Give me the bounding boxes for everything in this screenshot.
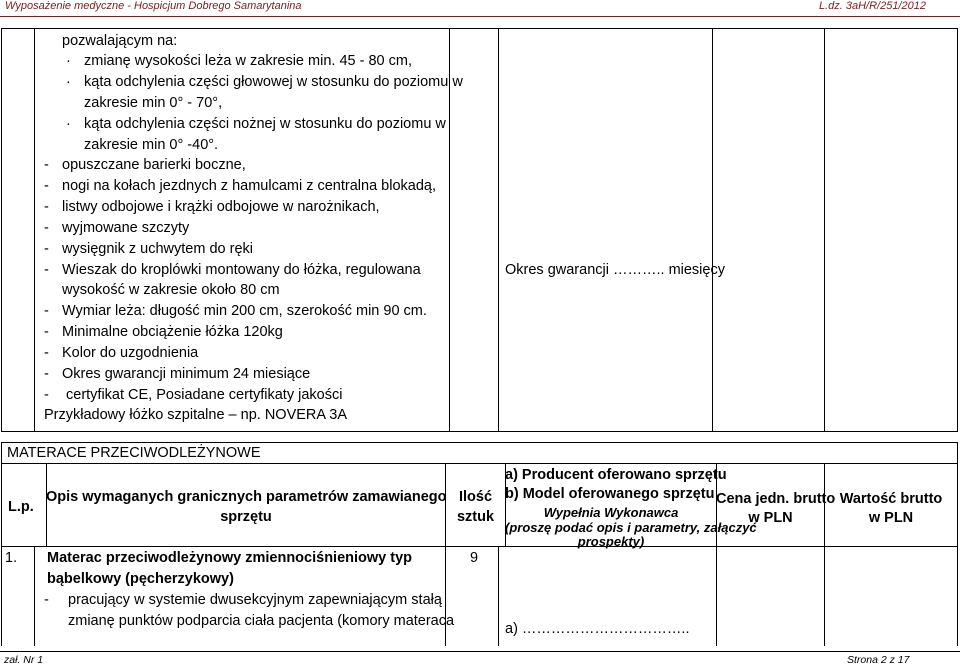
- upper-price-cell: [712, 28, 825, 432]
- header-opis: Opis wymaganych granicznych parametrów zamawianego: [46, 489, 447, 505]
- dash-icon: -: [44, 199, 49, 215]
- upper-value-cell: [824, 28, 958, 432]
- dash-icon: -: [44, 157, 49, 173]
- desc-line: zmianę wysokości leża w zakresie min. 45 - 80 cm,: [84, 53, 412, 69]
- header-wartosc: Wartość brutto: [839, 491, 943, 507]
- desc-line: opuszczane barierki boczne,: [62, 157, 246, 173]
- header-ilosc: sztuk: [456, 509, 495, 525]
- row1-cena-cell: [716, 546, 825, 646]
- header-model: b) Model oferowanego sprzętu: [505, 486, 715, 502]
- dash-icon: -: [44, 303, 49, 319]
- header-lp: L.p.: [8, 499, 34, 515]
- header-reference: L.dz. 3aH/R/251/2012: [818, 0, 926, 12]
- dash-icon: -: [44, 178, 49, 194]
- footer-attachment: zał. Nr 1: [4, 654, 44, 666]
- dash-icon: -: [44, 592, 49, 608]
- header-opis: sprzętu: [220, 509, 272, 525]
- row1-desc: zmianę punktów podparcia ciała pacjenta (komory materaca: [68, 613, 455, 629]
- header-cena: Cena jedn. brutto: [716, 491, 836, 507]
- desc-line: zakresie min 0° -40°.: [84, 137, 219, 153]
- header-producer: a) Producent oferowano sprzętu: [505, 467, 727, 483]
- bullet-icon: ·: [66, 53, 71, 69]
- desc-line: Wieszak do kroplówki montowany do łóżka, regulowana: [62, 262, 421, 278]
- bullet-icon: ·: [66, 74, 71, 90]
- upper-lp-cell: [1, 28, 35, 432]
- desc-line: Przykładowy łóżko szpitalne – np. NOVERA 3A: [44, 407, 348, 423]
- desc-line: Okres gwarancji minimum 24 miesiące: [62, 366, 311, 382]
- page-header: [0, 0, 960, 14]
- dash-icon: -: [44, 387, 49, 403]
- desc-line: listwy odbojowe i krążki odbojowe w narożnikach,: [62, 199, 380, 215]
- row1-wartosc-cell: [824, 546, 958, 646]
- header-prosze: prospekty): [577, 534, 645, 549]
- header-cena: w PLN: [748, 510, 793, 526]
- dash-icon: -: [44, 345, 49, 361]
- desc-line: Wymiar leża: długość min 200 cm, szerokość min 90 cm.: [62, 303, 427, 319]
- desc-line: Kolor do uzgodnienia: [62, 345, 199, 361]
- desc-line: wysokość w zakresie około 80 cm: [62, 282, 280, 298]
- desc-line: kąta odchylenia części głowowej w stosunku do poziomu w: [84, 74, 463, 90]
- desc-line: wysięgnik z uchwytem do ręki: [62, 241, 253, 257]
- header-title: Wyposażenie medyczne - Hospicjum Dobrego Samarytanina: [5, 0, 302, 12]
- desc-line: kąta odchylenia części nożnej w stosunku do poziomu w: [84, 116, 446, 132]
- desc-line: nogi na kołach jezdnych z hamulcami z centralna blokadą,: [62, 178, 436, 194]
- header-prosze: (proszę podać opis i parametry, załączyć: [505, 520, 757, 535]
- header-wypelnia: Wypełnia Wykonawca: [543, 505, 679, 520]
- dash-icon: -: [44, 241, 49, 257]
- section-title: MATERACE PRZECIWODLEŻYNOWE: [7, 445, 261, 461]
- header-divider: [0, 16, 960, 17]
- desc-line: zakresie min 0° - 70°,: [84, 95, 223, 111]
- footer-page-number: Strona 2 z 17: [847, 654, 910, 666]
- dash-icon: -: [44, 324, 49, 340]
- row1-qty: 9: [470, 550, 479, 566]
- desc-line: Minimalne obciążenie łóżka 120kg: [62, 324, 283, 340]
- row1-lp: 1.: [5, 550, 18, 566]
- row1-answer-field[interactable]: a) ……………………………..: [505, 621, 690, 637]
- footer-divider: [0, 651, 960, 652]
- dash-icon: -: [44, 262, 49, 278]
- warranty-field[interactable]: Okres gwarancji ……….. miesięcy: [505, 262, 725, 278]
- bullet-icon: ·: [66, 116, 71, 132]
- desc-line: pozwalającym na:: [62, 33, 178, 49]
- header-ilosc: Ilość: [458, 489, 493, 505]
- desc-line: certyfikat CE, Posiadane certyfikaty jakości: [66, 387, 343, 403]
- upper-offer-cell: [498, 28, 713, 432]
- row1-desc: pracujący w systemie dwusekcyjnym zapewniającym stałą: [68, 592, 442, 608]
- dash-icon: -: [44, 220, 49, 236]
- header-wartosc: w PLN: [868, 510, 914, 526]
- dash-icon: -: [44, 366, 49, 382]
- row1-title: bąbelkowy (pęcherzykowy): [47, 571, 234, 587]
- desc-line: wyjmowane szczyty: [62, 220, 190, 236]
- row1-title: Materac przeciwodleżynowy zmiennociśnieniowy typ: [47, 550, 413, 566]
